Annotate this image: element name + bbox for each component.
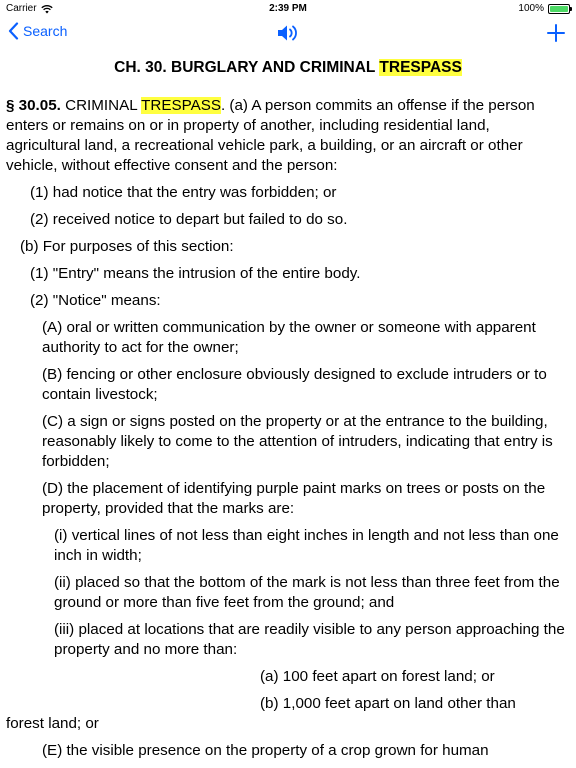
- section-name-highlight: TRESPASS: [141, 97, 221, 114]
- section-intro: . (a) A person commits an offense if the person enters or remains on or in property of another, including residential land, agricultural land, a recreational vehicle park, a building, or an aircraft or other vehicle, without effective consent and the person:: [6, 97, 535, 174]
- clause-b2-A: (A) oral or written communication by the owner or someone with apparent authority to act for the owner;: [42, 319, 536, 356]
- clause-b2-D-b: (b) 1,000 feet apart on land other than: [260, 695, 516, 712]
- clause-b: (b) For purposes of this section:: [20, 238, 234, 255]
- statute-document: [0, 48, 576, 768]
- battery-percent: 100%: [518, 3, 544, 14]
- section-name: CRIMINAL: [60, 97, 142, 114]
- clause-b2-B: (B) fencing or other enclosure obviously designed to exclude intruders or to contain livestock;: [42, 366, 547, 403]
- clause-b2: (2) "Notice" means:: [30, 292, 161, 309]
- clause-b2-C: (C) a sign or signs posted on the property or at the entrance to the building, reasonably likely to come to the attention of intruders, indicating that entry is forbidden;: [42, 413, 553, 470]
- battery-icon: [548, 4, 570, 14]
- clause-b2-D-b-continued: forest land; or: [6, 715, 99, 732]
- clause-b2-D: (D) the placement of identifying purple paint marks on trees or posts on the property, provided that the marks are:: [42, 480, 546, 517]
- status-time: 2:39 PM: [269, 3, 307, 14]
- speaker-icon[interactable]: [276, 22, 300, 44]
- clause-a2: (2) received notice to depart but failed to do so.: [30, 211, 348, 228]
- search-back-button[interactable]: [8, 22, 67, 40]
- clause-b2-D-a: (a) 100 feet apart on forest land; or: [260, 668, 495, 685]
- chapter-title: [0, 58, 576, 78]
- chapter-title-text: CH. 30. BURGLARY AND CRIMINAL: [114, 59, 380, 76]
- clause-a1: (1) had notice that the entry was forbidden; or: [30, 184, 337, 201]
- status-right: [518, 3, 570, 14]
- back-button-label: Search: [23, 23, 68, 39]
- clause-b2-E: (E) the visible presence on the property of a crop grown for human: [42, 742, 489, 759]
- section-paragraph: [0, 96, 576, 176]
- clause-b2-D-ii: (ii) placed so that the bottom of the mark is not less than three feet from the ground or more than five feet from the ground; and: [54, 574, 560, 611]
- chevron-left-icon: [8, 22, 19, 40]
- clause-b2-D-iii: (iii) placed at locations that are readily visible to any person approaching the property and no more than:: [54, 621, 565, 658]
- clause-b2-D-i: (i) vertical lines of not less than eight inches in length and not less than one inch in width;: [54, 527, 559, 564]
- carrier-label: Carrier: [6, 3, 37, 14]
- navigation-bar: [0, 18, 576, 48]
- clause-b1: (1) "Entry" means the intrusion of the entire body.: [30, 265, 361, 282]
- chapter-title-highlight: TRESPASS: [379, 59, 462, 76]
- section-number: § 30.05.: [6, 97, 61, 114]
- status-bar: [0, 0, 576, 18]
- plus-icon[interactable]: [546, 23, 566, 43]
- battery-fill: [550, 6, 568, 12]
